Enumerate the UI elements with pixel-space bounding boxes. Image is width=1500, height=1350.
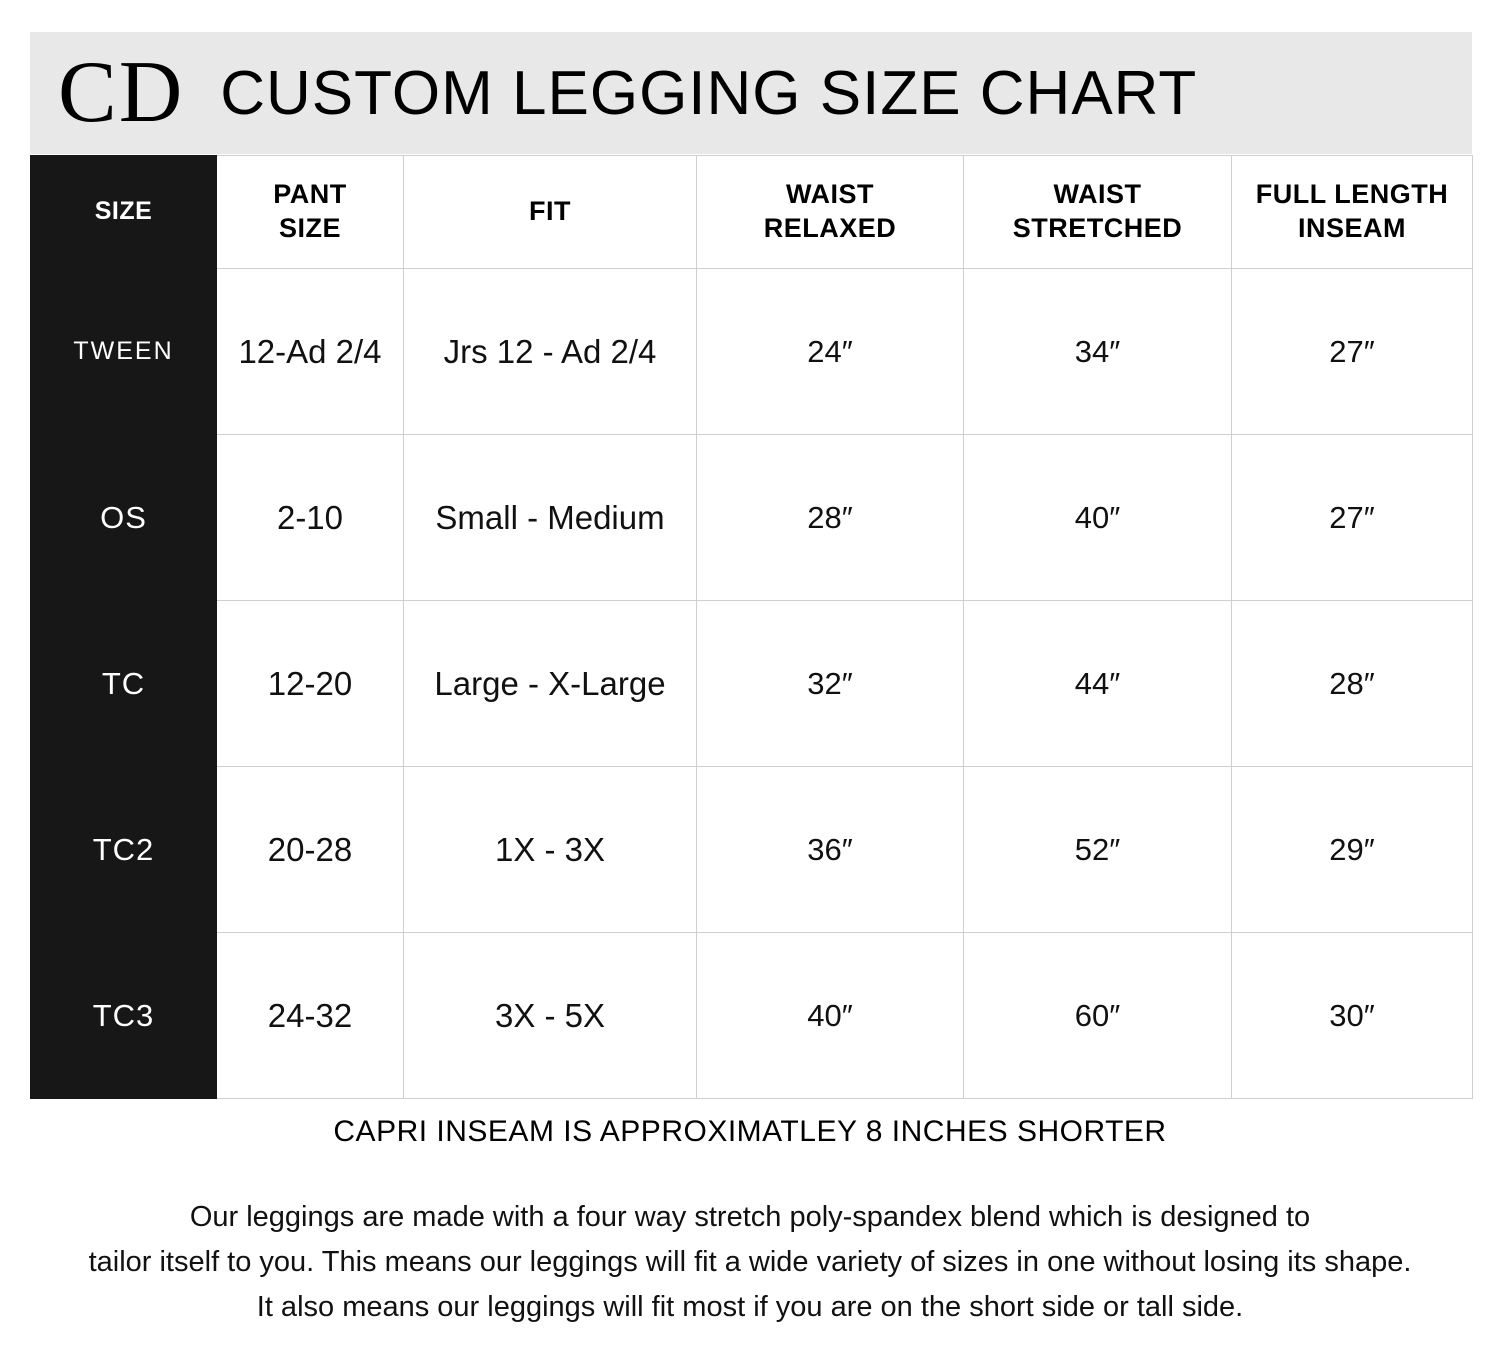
size-chart-table [30, 155, 1473, 1099]
cell-fit: 1X - 3X [404, 767, 697, 933]
cell-fit: Jrs 12 - Ad 2/4 [404, 269, 697, 435]
cell-waist-relaxed: 24″ [697, 269, 964, 435]
column-header-fit: FIT [404, 156, 697, 269]
column-header-waist-stretched [964, 156, 1232, 269]
cell-full-length-inseam: 27″ [1232, 435, 1473, 601]
column-header-waist-relaxed-line1: WAIST [786, 179, 874, 210]
cell-pant-size: 12-Ad 2/4 [217, 269, 404, 435]
column-header-full-length-inseam-line1: FULL LENGTH [1255, 179, 1449, 210]
cell-pant-size: 2-10 [217, 435, 404, 601]
cell-fit: Large - X-Large [404, 601, 697, 767]
cell-size: TC3 [31, 933, 217, 1099]
cell-full-length-inseam: 29″ [1232, 767, 1473, 933]
cell-waist-stretched: 60″ [964, 933, 1232, 1099]
cell-waist-relaxed: 36″ [697, 767, 964, 933]
cell-pant-size: 12-20 [217, 601, 404, 767]
table-row [31, 601, 1473, 767]
cell-pant-size: 24-32 [217, 933, 404, 1099]
table-row [31, 933, 1473, 1099]
cell-waist-stretched: 34″ [964, 269, 1232, 435]
cell-full-length-inseam: 30″ [1232, 933, 1473, 1099]
capri-note: CAPRI INSEAM IS APPROXIMATLEY 8 INCHES SHORTER [333, 1115, 1167, 1148]
cell-waist-relaxed: 32″ [697, 601, 964, 767]
column-header-waist-relaxed-line2: RELAXED [763, 213, 897, 243]
cell-fit: 3X - 5X [404, 933, 697, 1099]
table-row [31, 767, 1473, 933]
cell-waist-stretched: 52″ [964, 767, 1232, 933]
fabric-description-line2: tailor itself to you. This means our leggings will fit a wide variety of sizes in one without losing its shape. [88, 1245, 1412, 1278]
cell-pant-size: 20-28 [217, 767, 404, 933]
table-header-row [31, 156, 1473, 269]
column-header-pant-size-line1: PANT [273, 179, 347, 210]
column-header-waist-stretched-line1: WAIST [1053, 179, 1142, 210]
cell-waist-relaxed: 40″ [697, 933, 964, 1099]
fabric-description-line3: It also means our leggings will fit most if you are on the short side or tall side. [256, 1290, 1244, 1323]
cell-full-length-inseam: 28″ [1232, 601, 1473, 767]
cell-size: OS [31, 435, 217, 601]
cell-waist-stretched: 44″ [964, 601, 1232, 767]
fabric-description-line1: Our leggings are made with a four way stretch poly-spandex blend which is designed to [189, 1201, 1311, 1233]
cell-size: TC [31, 601, 217, 767]
cell-size: TC2 [31, 767, 217, 933]
column-header-pant-size [217, 156, 404, 269]
table-row [31, 269, 1473, 435]
column-header-waist-stretched-line2: STRETCHED [1012, 213, 1183, 243]
column-header-waist-relaxed [697, 156, 964, 269]
fabric-description [0, 1195, 1500, 1330]
page-title: CUSTOM LEGGING SIZE CHART [220, 58, 1198, 128]
chart-header [30, 32, 1472, 154]
table-row [31, 435, 1473, 601]
column-header-full-length-inseam [1232, 156, 1473, 269]
cell-full-length-inseam: 27″ [1232, 269, 1473, 435]
cell-waist-stretched: 40″ [964, 435, 1232, 601]
column-header-pant-size-line2: SIZE [278, 213, 341, 243]
cell-size: TWEEN [31, 269, 217, 435]
column-header-full-length-inseam-line2: INSEAM [1297, 213, 1406, 243]
column-header-size: SIZE [31, 156, 217, 269]
brand-logo: CD [58, 44, 185, 141]
cell-waist-relaxed: 28″ [697, 435, 964, 601]
cell-fit: Small - Medium [404, 435, 697, 601]
